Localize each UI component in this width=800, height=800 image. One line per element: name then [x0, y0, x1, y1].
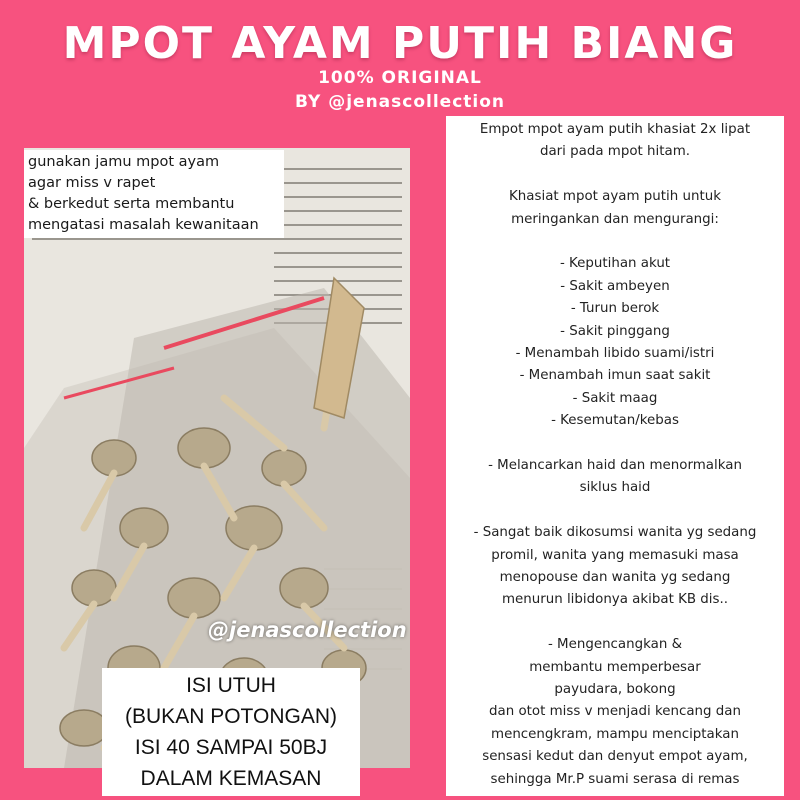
info-line: menopouse dan wanita yg sedang	[499, 570, 731, 586]
caption-line: mengatasi masalah kewanitaan	[28, 217, 259, 233]
info-line: - Menambah libido suami/istri	[515, 346, 715, 362]
info-line: - Menambah imun saat sakit	[519, 368, 711, 384]
info-line	[446, 231, 784, 253]
contents-line: (BUKAN POTONGAN)	[125, 705, 337, 728]
info-line: Empot mpot ayam putih khasiat 2x lipat	[479, 122, 751, 137]
info-line: - Sangat baik dikosumsi wanita yg sedang	[473, 525, 757, 541]
info-line: dan otot miss v menjadi kencang dan	[489, 704, 741, 720]
info-line: payudara, bokong	[554, 682, 676, 698]
info-line: - Keputihan akut	[559, 256, 671, 272]
info-line: sehingga Mr.P suami serasa di remas	[490, 771, 740, 787]
contents-box	[102, 668, 360, 796]
info-line: dari pada mpot hitam.	[539, 144, 691, 160]
info-line: siklus haid	[579, 480, 651, 496]
info-line	[446, 500, 784, 522]
caption-line: & berkedut serta membantu	[28, 196, 235, 212]
info-line	[446, 433, 784, 455]
info-line: mencengkram, mampu menciptakan	[491, 726, 739, 742]
info-line: meringankan dan mengurangi:	[511, 211, 719, 227]
caption-line: agar miss v rapet	[28, 175, 156, 191]
info-line: - Mengencangkan &	[547, 637, 683, 653]
page-title: MPOT AYAM PUTIH BIANG	[62, 18, 738, 69]
info-line	[446, 164, 784, 186]
info-line: - Kesemutan/kebas	[551, 413, 679, 429]
benefits-panel	[446, 116, 784, 796]
info-line: promil, wanita yang memasuki masa	[491, 547, 739, 563]
contents-line: ISI 40 SAMPAI 50BJ	[134, 736, 328, 759]
subtitle-brand: BY @jenascollection	[294, 92, 506, 112]
caption-line: gunakan jamu mpot ayam	[28, 154, 220, 170]
info-line	[446, 612, 784, 634]
subtitle-original: 100% ORIGINAL	[318, 68, 482, 88]
contents-line: DALAM KEMASAN	[140, 767, 322, 790]
info-line: membantu memperbesar	[529, 659, 701, 675]
info-line: - Sakit ambeyen	[560, 278, 670, 294]
usage-caption	[24, 150, 284, 238]
info-line: menurun libidonya akibat KB dis..	[501, 592, 729, 608]
info-line: Khasiat mpot ayam putih untuk	[509, 189, 721, 205]
watermark: @jenascollection	[208, 618, 407, 642]
info-line: - Sakit pinggang	[560, 323, 670, 339]
contents-line: ISI UTUH	[186, 674, 276, 697]
info-line: sensasi kedut dan denyut empot ayam,	[482, 749, 748, 765]
info-line: - Turun berok	[570, 301, 660, 317]
info-line: - Sakit maag	[572, 390, 658, 406]
info-line: - Melancarkan haid dan menormalkan	[488, 458, 742, 474]
